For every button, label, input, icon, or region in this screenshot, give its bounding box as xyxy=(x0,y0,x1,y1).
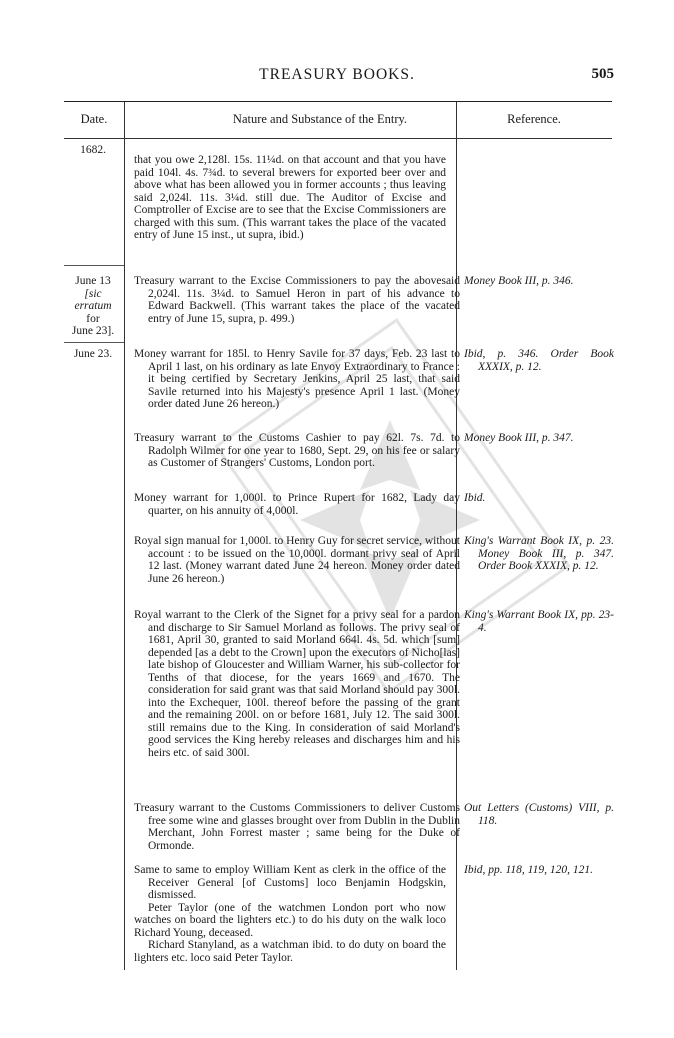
nature-column-header: Nature and Substance of the Entry. xyxy=(232,112,408,126)
entry-reference: Ibid, p. 346. Order Book XXXIX, p. 12. xyxy=(464,348,614,373)
entry-text: Treasury warrant to the Customs Cashier to pay 62l. 7s. 7d. to Radolph Wilmer for one year to 1680, Sept. 29, on his fee or salary as Customer of Strangers' Customs, London port. xyxy=(134,432,460,469)
row-separator xyxy=(64,342,124,343)
entry-date: 1682. xyxy=(80,144,106,156)
entry-text: Same to same to employ William Kent as clerk in the office of the Receiver General [of Customs] loco Benjamin Hodgskin, dismissed. Peter Taylor (one of the watchmen London port who now watches on board the lighters etc.) to do his duty on the walk loco Richard Young, deceased. Richard Stanyland, as a watchman ibid. to do duty on board the lighters etc. loco said Peter Taylor. xyxy=(134,864,446,964)
running-title: TREASURY BOOKS. xyxy=(259,66,415,83)
entry-text: that you owe 2,128l. 15s. 11¼d. on that account and that you have paid 104l. 4s. 7¾d. to several brewers for exported beer over and above what has been allowed you in former accounts ; thus leaving said 2,024l. 11s. 3¼d. still due. The Auditor of Excise and Comptroller of Excise are to see that the Excise Commissioners are charged with this sum. (This warrant takes the place of the vacated entry of June 15 inst., ut supra, ibid.) xyxy=(134,154,446,241)
entry-reference: Ibid. xyxy=(464,492,486,504)
entry-date: June 23. xyxy=(73,348,113,360)
entry-reference: Ibid, pp. 118, 119, 120, 121. xyxy=(464,864,593,876)
entry-reference: King's Warrant Book IX, p. 23. Money Book III, p. 347. Order Book XXXIX, p. 12. xyxy=(464,535,614,572)
page-number: 505 xyxy=(591,66,614,82)
reference-column-header: Reference. xyxy=(507,112,561,126)
column-divider xyxy=(124,102,125,970)
entries-table xyxy=(64,101,612,970)
entry-date: June 13 [sic erratum for June 23]. xyxy=(71,275,115,337)
entry-reference: Money Book III, p. 347. xyxy=(464,432,574,444)
entry-text: Money warrant for 1,000l. to Prince Rupert for 1682, Lady day quarter, on his annuity of 4,000l. xyxy=(134,492,460,517)
entry-text: Money warrant for 185l. to Henry Savile for 37 days, Feb. 23 last to April 1 last, on his ordinary as late Envoy Extraordinary to France : it being certified by Secretary Jenkins, April 25 last, that said Savile returned into his Majesty's presence April 1 last. (Money order dated June 26 hereon.) xyxy=(134,348,460,410)
entry-text: Royal sign manual for 1,000l. to Henry Guy for secret service, without account : to be issued on the 10,000l. dormant privy seal of April 12 last. (Money warrant dated June 24 hereon. Money order dated June 26 hereon.) xyxy=(134,535,460,585)
header-rule xyxy=(64,138,612,139)
entry-reference: Out Letters (Customs) VIII, p. 118. xyxy=(464,802,614,827)
entry-text: Treasury warrant to the Customs Commissioners to deliver Customs free some wine and glasses brought over from Dublin in the Dublin Merchant, John Forrest master ; same being for the Duke of Ormonde. xyxy=(134,802,460,852)
entry-text: Royal warrant to the Clerk of the Signet for a privy seal for a pardon and discharge to Sir Samuel Morland as follows. The privy seal of 1681, April 30, granted to said Morland 664l. 4s. 5d. which [sum] depended [as a debt to the Crown] upon the executors of Nicho[las] late bishop of Gloucester and William Warner, his sub-collector for Tenths of that diocese, for the years 1669 and 1670. The consideration for said grant was that said Morland should pay 300l. into the Exchequer, 100l. thereof before the passing of the grant and the remaining 200l. on or before 1681, July 12. The said 300l. still remains due to the King. In consideration of said Morland's good services the King hereby releases and discharges him and his heirs etc. of said 300l. xyxy=(134,609,460,759)
entry-reference: King's Warrant Book IX, pp. 23-4. xyxy=(464,609,614,634)
entry-text: Treasury warrant to the Excise Commissioners to pay the abovesaid 2,024l. 11s. 3¼d. to Samuel Heron in part of his advance to Edward Backwell. (This warrant takes the place of the vacated entry of June 15, supra, p. 499.) xyxy=(134,275,460,325)
entry-reference: Money Book III, p. 346. xyxy=(464,275,574,287)
date-column-header: Date. xyxy=(80,112,108,126)
row-separator xyxy=(64,265,124,266)
